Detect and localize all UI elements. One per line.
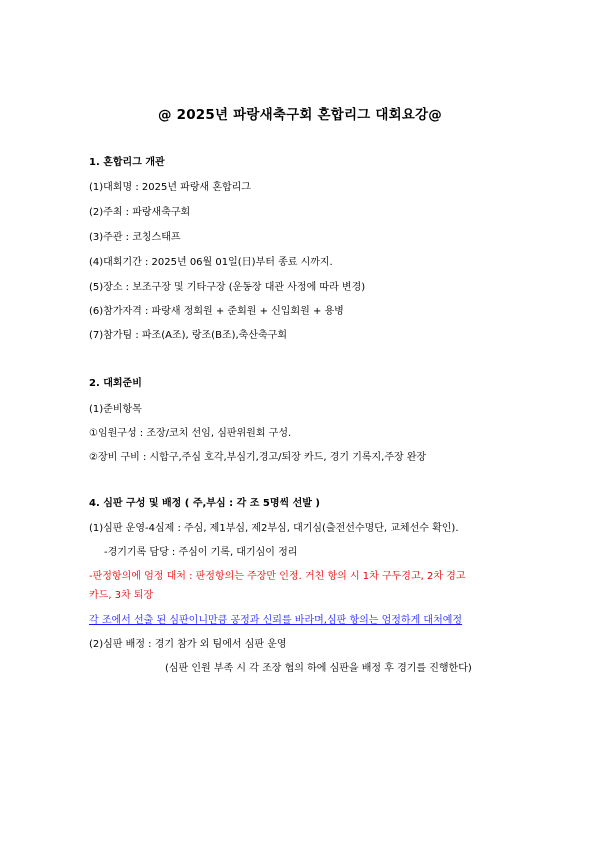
section1-item-7: (7)참가팀 : 파조(A조), 랑조(B조),축산축구회: [89, 330, 287, 341]
section1-item-2: (2)주최 : 파랑새축구회: [89, 207, 191, 218]
section4-line-1: (1)심판 운영-4심제 : 주심, 제1부심, 제2부심, 대기심(출전선수명단, 교체선수 확인).: [89, 523, 459, 534]
section1-item-3: (3)주관 : 코칭스태프: [89, 232, 181, 243]
section1-item-1: (1)대회명 : 2025년 파랑새 혼합리그: [89, 182, 251, 193]
section1-item-4: (4)대회기간 : 2025년 06월 01일(日)부터 종료 시까지.: [89, 257, 333, 268]
section4-heading: 4. 심판 구성 및 배정 ( 주,부심 : 각 조 5명씩 선발 ): [89, 498, 320, 509]
document-title: @ 2025년 파랑새축구회 혼합리그 대회요강@: [158, 107, 442, 123]
section1-heading: 1. 혼합리그 개관: [89, 157, 165, 168]
section4-line-3: (2)심판 배정 : 경기 참가 외 팀에서 심판 운영: [89, 639, 287, 650]
section4-notice-line: 각 조에서 선출 된 심판이니만큼 공정과 신뢰를 바라며,심판 항의는 엄정하게 대처예정: [89, 615, 463, 626]
section1-item-6: (6)참가자격 : 파랑새 정회원 + 준회원 + 신입회원 + 용병: [89, 306, 344, 317]
section4-line-2: -경기기록 담당 : 주심이 기록, 대기심이 정리: [104, 547, 298, 558]
section4-warning-line-1: -판정항의에 엄정 대처 : 판정항의는 주장만 인정. 거친 항의 시 1차 구두경고, 2차 경고: [89, 571, 466, 582]
section2-item-2: ①임원구성 : 조장/코치 선임, 심판위원회 구성.: [89, 428, 292, 439]
section2-heading: 2. 대회준비: [89, 378, 142, 389]
section2-item-3: ②장비 구비 : 시합구,주심 호각,부심기,경고/퇴장 카드, 경기 기록지,주장 완장: [89, 452, 427, 463]
section4-line-4: (심판 인원 부족 시 각 조장 협의 하에 심판을 배정 후 경기를 진행한다): [165, 663, 472, 674]
section2-item-1: (1)준비항목: [89, 404, 142, 415]
section4-warning-line-2: 카드, 3차 퇴장: [89, 590, 154, 601]
section1-item-5: (5)장소 : 보조구장 및 기타구장 (운동장 대관 사정에 따라 변경): [89, 282, 366, 293]
